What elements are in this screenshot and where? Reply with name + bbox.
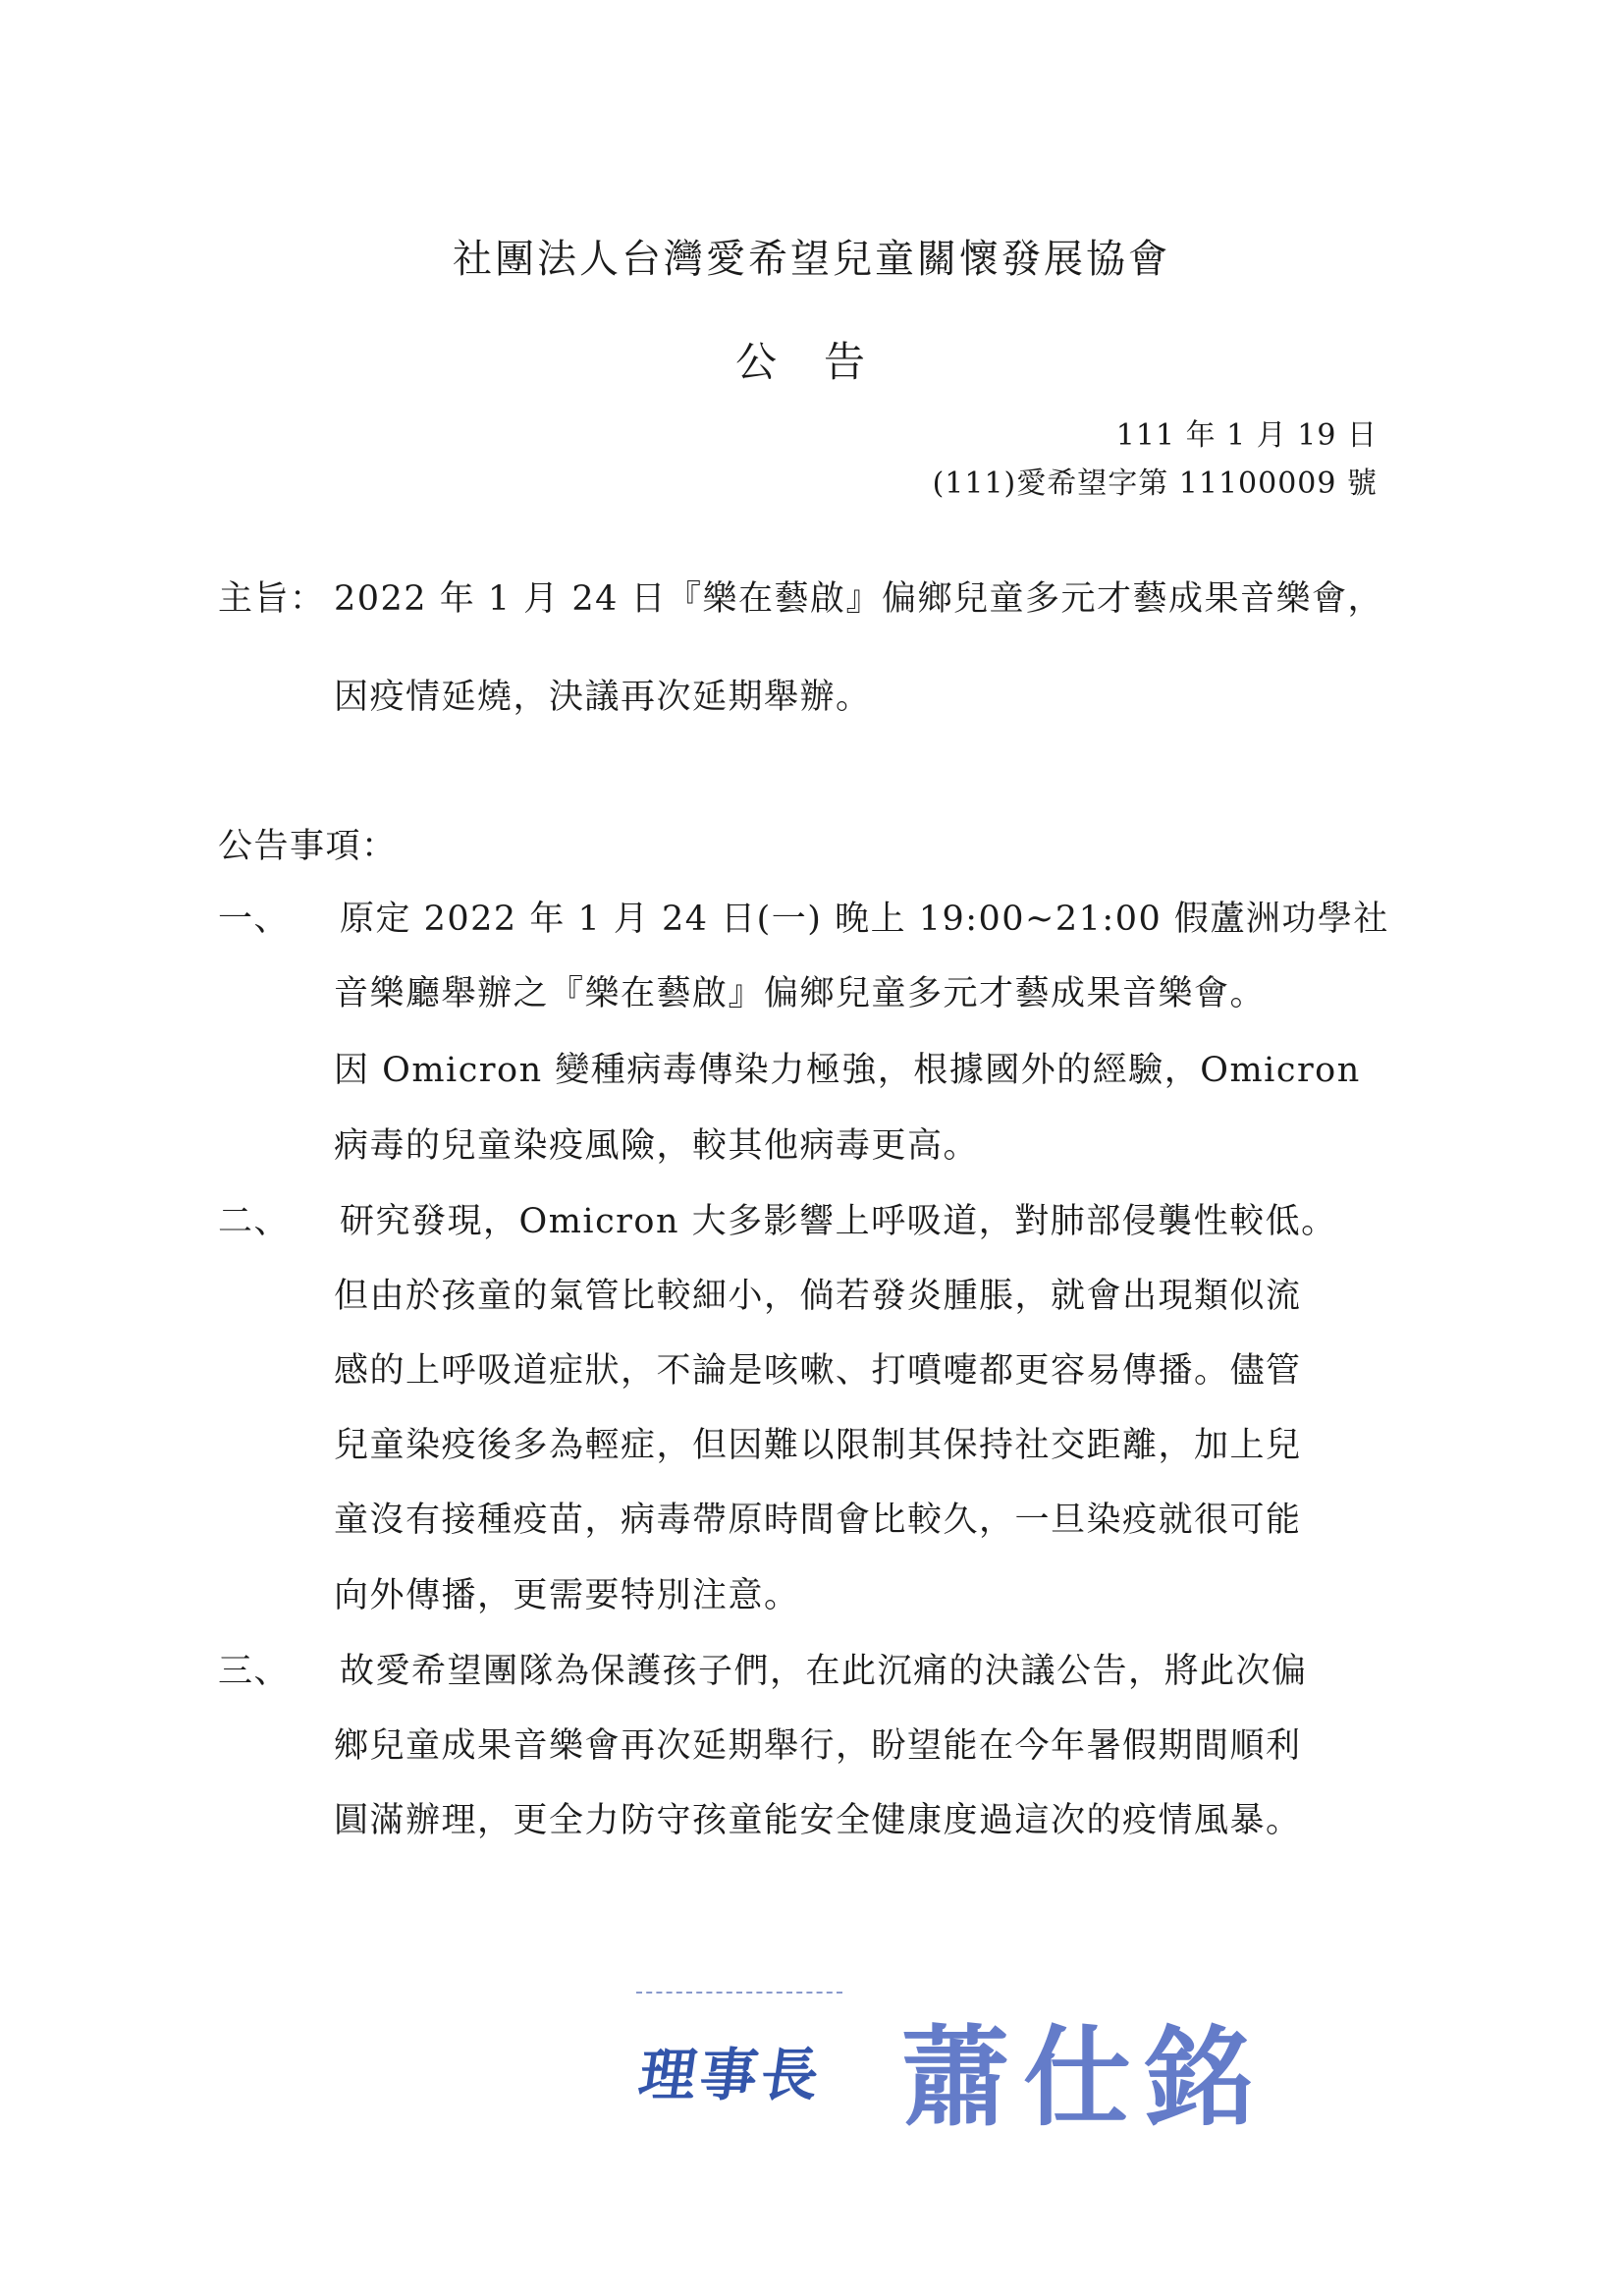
stamp-border-line [636, 1992, 842, 1994]
subject-line: 2022 年 1 月 24 日『樂在藝啟』偏鄉兒童多元才藝成果音樂會， [334, 579, 1384, 619]
item-line: 因 Omicron 變種病毒傳染力極強，根據國外的經驗，Omicron [334, 1051, 1361, 1090]
item-line: 研究發現，Omicron 大多影響上呼吸道，對肺部侵襲性較低。 [340, 1202, 1337, 1241]
item-line: 兒童染疫後多為輕症，但因難以限制其保持社交距離，加上兒 [334, 1426, 1302, 1465]
item-line: 病毒的兒童染疫風險，較其他病毒更高。 [334, 1126, 980, 1166]
item-line: 向外傳播，更需要特別注意。 [334, 1576, 800, 1615]
item-number: 三、 [218, 1652, 291, 1691]
organization-title: 社團法人台灣愛希望兒童關懷發展協會 [453, 237, 1170, 282]
subject-line: 因疫情延燒，決議再次延期舉辦。 [334, 678, 872, 717]
chairman-title: 理事長 [634, 2042, 828, 2108]
chairman-name: 蕭仕銘 [901, 2014, 1267, 2141]
reference-number: (111)愛希望字第 11100009 號 [932, 466, 1378, 501]
item-line: 童沒有接種疫苗，病毒帶原時間會比較久，一旦染疫就很可能 [334, 1501, 1302, 1540]
notice-label: 公告事項： [218, 827, 398, 866]
chairman-signature-stamp [628, 1974, 1375, 2170]
item-line: 感的上呼吸道症狀，不論是咳嗽、打噴嚏都更容易傳播。儘管 [334, 1351, 1302, 1391]
subject-label: 主旨： [218, 579, 326, 619]
item-line: 但由於孩童的氣管比較細小，倘若發炎腫脹，就會出現類似流 [334, 1277, 1302, 1316]
document-type-heading: 公 告 [734, 338, 868, 386]
item-number: 二、 [218, 1202, 291, 1241]
item-line: 原定 2022 年 1 月 24 日(一) 晚上 19:00~21:00 假蘆洲功學社 [340, 900, 1389, 939]
item-number: 一、 [218, 900, 291, 939]
item-line: 鄉兒童成果音樂會再次延期舉行，盼望能在今年暑假期間順利 [334, 1726, 1302, 1766]
item-line: 音樂廳舉辦之『樂在藝啟』偏鄉兒童多元才藝成果音樂會。 [334, 974, 1267, 1013]
issue-date: 111 年 1 月 19 日 [1115, 418, 1378, 453]
item-line: 圓滿辦理，更全力防守孩童能安全健康度過這次的疫情風暴。 [334, 1801, 1302, 1840]
item-line: 故愛希望團隊為保護孩子們，在此沉痛的決議公告，將此次偏 [340, 1652, 1308, 1691]
